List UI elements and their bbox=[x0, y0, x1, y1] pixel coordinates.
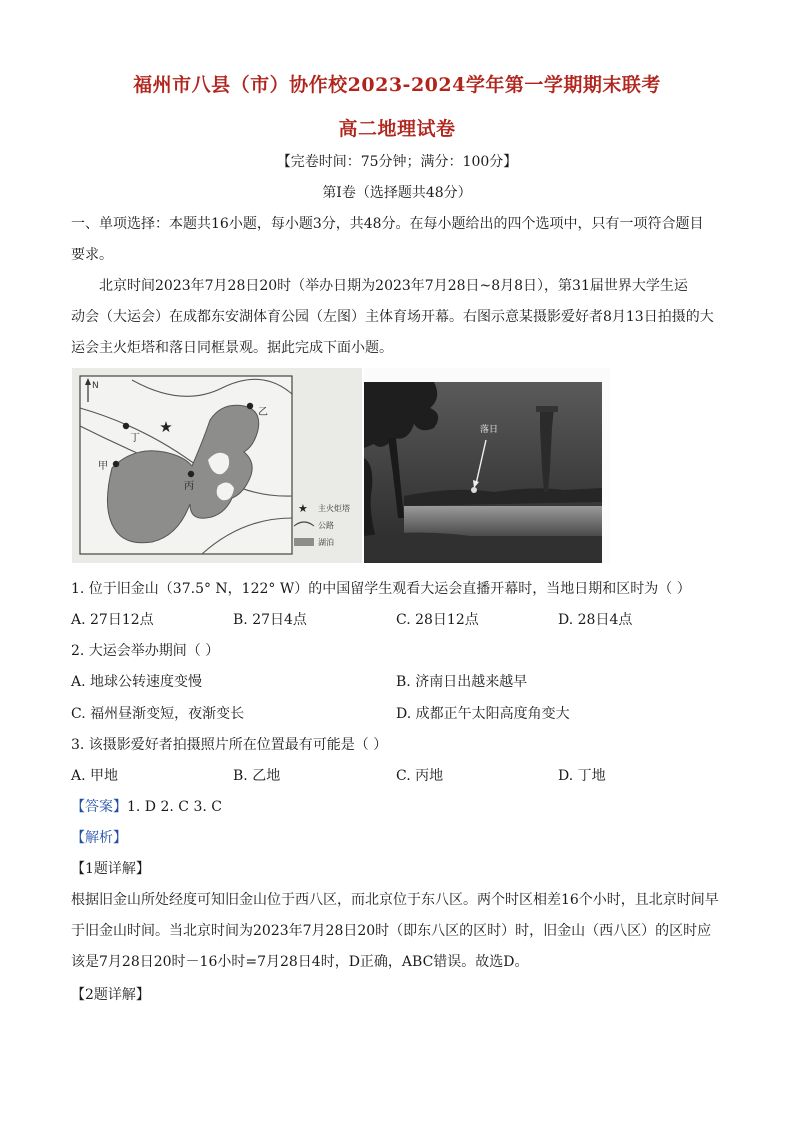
map-drawing bbox=[72, 368, 362, 563]
q3-option-a[interactable]: A. 甲地 bbox=[71, 768, 119, 784]
instructions-line-2: 要求。 bbox=[71, 247, 113, 263]
q3-option-b[interactable]: B. 乙地 bbox=[233, 768, 281, 784]
q1-option-a[interactable]: A. 27日12点 bbox=[71, 612, 154, 628]
q1-detail-line-1: 根据旧金山所处经度可知旧金山位于西八区，而北京位于东八区。两个时区相差16个小时，且北京时间早 bbox=[71, 892, 719, 908]
legend-road-label: 公路 bbox=[318, 521, 334, 530]
answer-label: 【答案】 bbox=[71, 799, 127, 815]
analysis-label: 【解析】 bbox=[71, 830, 127, 846]
q1-option-d[interactable]: D. 28日4点 bbox=[558, 612, 633, 628]
point-jia bbox=[113, 461, 119, 467]
passage-line-3: 运会主火炬塔和落日同框景观。据此完成下面小题。 bbox=[71, 340, 393, 356]
passage-line-1: 北京时间2023年7月28日20时（举办日期为2023年7月28日~8月8日），第31届世界大学生运 bbox=[99, 278, 688, 294]
exam-info: 【完卷时间：75分钟；满分：100分】 bbox=[276, 154, 518, 170]
q1-detail-line-3: 该是7月28日20时－16小时=7月28日4时，D正确，ABC错误。故选D。 bbox=[71, 954, 529, 970]
photo-drawing bbox=[364, 368, 610, 563]
passage-line-2: 动会（大运会）在成都东安湖体育公园（左图）主体育场开幕。右图示意某摄影爱好者8月13日拍摄的大 bbox=[71, 309, 714, 325]
q1-detail-title: 【1题详解】 bbox=[71, 861, 150, 877]
q2-option-d[interactable]: D. 成都正午太阳高度角变大 bbox=[396, 706, 570, 722]
exam-title: 福州市八县（市）协作校2023-2024学年第一学期期末联考 bbox=[133, 74, 661, 96]
q3-option-d[interactable]: D. 丁地 bbox=[558, 768, 606, 784]
point-ding bbox=[123, 423, 129, 429]
legend-torch-icon: ★ bbox=[298, 502, 308, 515]
answer-line bbox=[71, 796, 222, 816]
lake-water bbox=[404, 506, 602, 536]
lake-park-map bbox=[72, 368, 362, 563]
q2-detail-title: 【2题详解】 bbox=[71, 987, 150, 1003]
label-jia: 甲 bbox=[98, 461, 108, 472]
exam-subtitle: 高二地理试卷 bbox=[338, 118, 456, 140]
legend-lake-label: 湖泊 bbox=[318, 538, 334, 547]
q2-option-c[interactable]: C. 福州昼渐变短，夜渐变长 bbox=[71, 706, 245, 722]
point-bing bbox=[188, 471, 194, 477]
q1-option-c[interactable]: C. 28日12点 bbox=[396, 612, 479, 628]
north-label: N bbox=[92, 381, 99, 391]
instructions-line-1: 一、单项选择：本题共16小题，每小题3分，共48分。在每小题给出的四个选项中，只有一项符合题目 bbox=[71, 216, 704, 232]
q2-option-b[interactable]: B. 济南日出越来越早 bbox=[396, 674, 528, 690]
figure bbox=[72, 368, 610, 563]
question-2-stem: 2. 大运会举办期间（ ） bbox=[71, 643, 220, 659]
answer-values: 1. D 2. C 3. C bbox=[127, 799, 222, 815]
question-1-stem: 1. 位于旧金山（37.5° N，122° W）的中国留学生观看大运会直播开幕时，当地日期和区时为（ ） bbox=[71, 581, 691, 597]
legend-lake-icon bbox=[294, 538, 314, 546]
torch-tower-icon: ★ bbox=[159, 418, 173, 436]
q1-option-b[interactable]: B. 27日4点 bbox=[233, 612, 307, 628]
legend-torch-label: 主火炬塔 bbox=[318, 504, 350, 513]
q3-option-c[interactable]: C. 丙地 bbox=[396, 768, 444, 784]
q2-option-a[interactable]: A. 地球公转速度变慢 bbox=[71, 674, 203, 690]
section-heading: 第Ⅰ卷（选择题共48分） bbox=[322, 185, 472, 201]
label-yi: 乙 bbox=[258, 407, 268, 418]
sunset-photo bbox=[364, 368, 610, 563]
label-bing: 丙 bbox=[184, 481, 194, 492]
q1-detail-line-2: 于旧金山时间。当北京时间为2023年7月28日20时（即东八区的区时）时，旧金山（西八区）的区时应 bbox=[71, 923, 712, 939]
question-3-stem: 3. 该摄影爱好者拍摄照片所在位置最有可能是（ ） bbox=[71, 737, 388, 753]
label-ding: 丁 bbox=[130, 433, 140, 444]
point-yi bbox=[247, 403, 253, 409]
sunset-label: 落日 bbox=[480, 425, 499, 435]
